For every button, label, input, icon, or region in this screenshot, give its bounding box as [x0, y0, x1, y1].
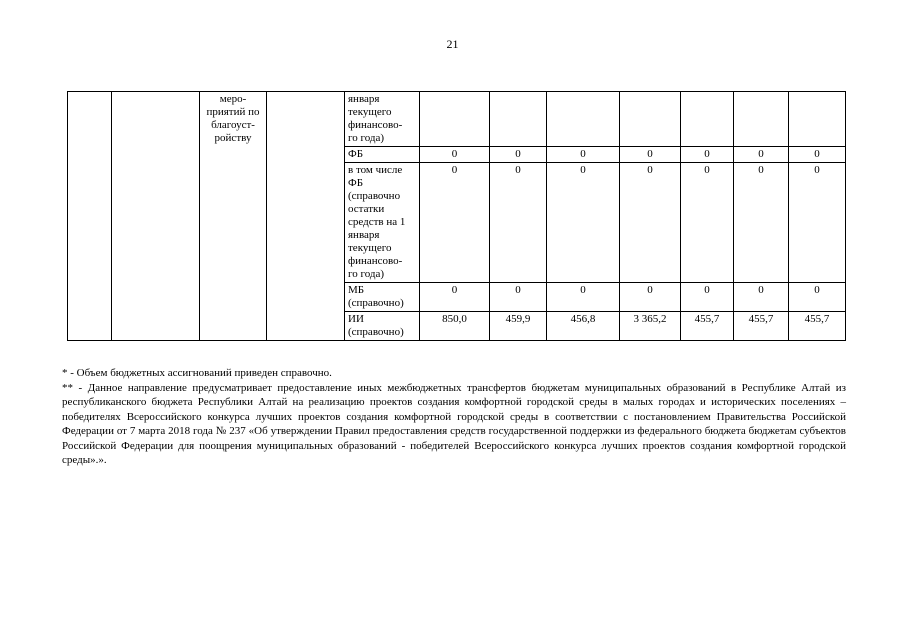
row-label: ИИ (справочно) [345, 312, 420, 341]
value-cell: 0 [420, 163, 490, 283]
value-cell: 0 [681, 283, 734, 312]
value-cell: 0 [681, 147, 734, 163]
value-cell: 456,8 [547, 312, 620, 341]
value-cell: 0 [620, 147, 681, 163]
value-cell [420, 92, 490, 147]
budget-table [67, 91, 846, 341]
value-cell: 0 [547, 163, 620, 283]
empty-cell-col1 [68, 92, 112, 341]
value-cell: 0 [420, 147, 490, 163]
footnotes [62, 366, 846, 468]
value-cell: 0 [547, 283, 620, 312]
value-cell: 0 [620, 163, 681, 283]
row-label: МБ (справочно) [345, 283, 420, 312]
value-cell: 0 [490, 283, 547, 312]
value-cell: 455,7 [734, 312, 789, 341]
value-cell: 0 [490, 163, 547, 283]
value-cell: 455,7 [681, 312, 734, 341]
row-label: в том числе ФБ (справочно остатки средств на 1 января текущего финансово- го года) [345, 163, 420, 283]
value-cell: 0 [789, 283, 846, 312]
value-cell: 0 [490, 147, 547, 163]
page-number: 21 [446, 37, 459, 51]
table-row [68, 92, 846, 147]
value-cell [789, 92, 846, 147]
value-cell: 0 [734, 283, 789, 312]
value-cell: 0 [789, 163, 846, 283]
value-cell: 0 [681, 163, 734, 283]
row-label: ФБ [345, 147, 420, 163]
table-body [68, 92, 846, 341]
row-label: января текущего финансово- го года) [345, 92, 420, 147]
value-cell [620, 92, 681, 147]
value-cell: 3 365,2 [620, 312, 681, 341]
value-cell [547, 92, 620, 147]
value-cell: 459,9 [490, 312, 547, 341]
value-cell: 0 [547, 147, 620, 163]
value-cell: 455,7 [789, 312, 846, 341]
value-cell: 0 [420, 283, 490, 312]
value-cell [681, 92, 734, 147]
empty-cell-col2 [112, 92, 200, 341]
value-cell [734, 92, 789, 147]
event-cell: меро- приятий по благоуст- ройству [200, 92, 267, 341]
value-cell: 850,0 [420, 312, 490, 341]
footnote-2: ** - Данное направление предусматривает предоставление иных межбюджетных трансфертов бюджетам муниципальных образований в Республике Алтай из республиканского бюджета Республики Алтай на реализацию проектов создания комфортной городской среды в малых городах и исторических поселениях – победителях Всероссийского конкурса лучших проектов создания комфортной городской среды в соответствии с постановлением Правительства Российской Федерации от 7 марта 2018 года № 237 «Об утверждении Правил предоставления средств государственной поддержки из федерального бюджета бюджетам субъектов Российской Федерации для поощрения муниципальных образований - победителей Всероссийского конкурса лучших проектов создания комфортной городской среды».». [62, 381, 846, 466]
value-cell [490, 92, 547, 147]
value-cell: 0 [734, 147, 789, 163]
empty-cell-col4 [267, 92, 345, 341]
value-cell: 0 [620, 283, 681, 312]
footnote-1: * - Объем бюджетных ассигнований приведен справочно. [62, 367, 332, 379]
value-cell: 0 [789, 147, 846, 163]
value-cell: 0 [734, 163, 789, 283]
